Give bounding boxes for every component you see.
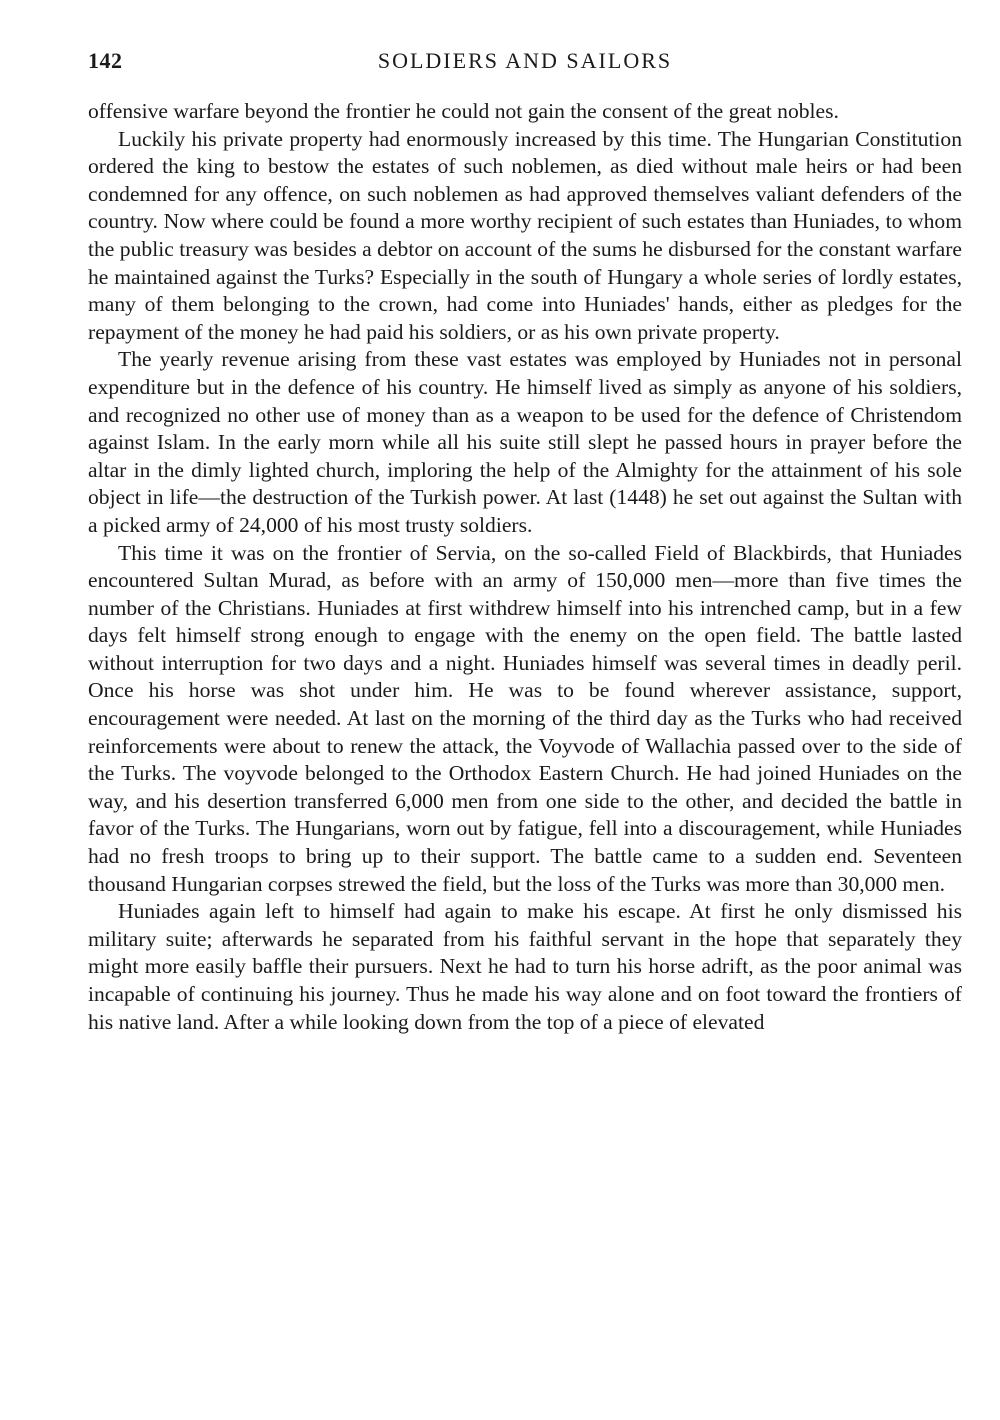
page-body: [88, 98, 962, 1036]
page-header: [88, 48, 962, 78]
paragraph-private-property: Luckily his private property had enormously increased by this time. The Hungarian Constitution ordered the king to bestow the estates of such noblemen, as died without male heirs or had been condemned for any offence, on such noblemen as had approved themselves valiant defenders of the country. Now where could be found a more worthy recipient of such estates than Huniades, to whom the public treasury was besides a debtor on account of the sums he disbursed for the constant warfare he maintained against the Turks? Especially in the south of Hungary a whole series of lordly estates, many of them belonging to the crown, had come into Huniades' hands, either as pledges for the repayment of the money he had paid his soldiers, or as his own private property.: [88, 126, 962, 344]
paragraph-escape: Huniades again left to himself had again to make his escape. At first he only dismissed his military suite; afterwards he separated from his faithful servant in the hope that separately they might more easily baffle their pursuers. Next he had to turn his horse adrift, as the poor animal was incapable of continuing his journey. Thus he made his way alone and on foot toward the frontiers of his native land. After a while looking down from the top of a piece of elevated: [88, 899, 962, 1034]
paragraph-continued: offensive warfare beyond the frontier he could not gain the consent of the great nobles.: [88, 99, 839, 123]
paragraph-field-of-blackbirds: This time it was on the frontier of Servia, on the so-called Field of Blackbirds, that Huniades encountered Sultan Murad, as before with an army of 150,000 men—more than five times the number of the Christians. Huniades at first withdrew himself into his intrenched camp, but in a few days felt himself strong enough to engage with the enemy on the open field. The battle lasted without interruption for two days and a night. Huniades himself was several times in deadly peril. Once his horse was shot under him. He was to be found wherever assistance, support, encouragement were needed. At last on the morning of the third day as the Turks who had received reinforcements were about to renew the attack, the Voyvode of Wallachia passed over to the side of the Turks. The voyvode belonged to the Orthodox Eastern Church. He had joined Huniades on the way, and his desertion transferred 6,000 men from one side to the other, and decided the battle in favor of the Turks. The Hungarians, worn out by fatigue, fell into a discouragement, while Huniades had no fresh troops to bring up to their support. The battle came to a sudden end. Seventeen thousand Hungarian corpses strewed the field, but the loss of the Turks was more than 30,000 men.: [88, 540, 962, 896]
paragraph-yearly-revenue: The yearly revenue arising from these vast estates was employed by Huniades not in personal expenditure but in the defence of his country. He himself lived as simply as anyone of his soldiers, and recognized no other use of money than as a weapon to be used for the defence of Christendom against Islam. In the early morn while all his suite still slept he passed hours in prayer before the altar in the dimly lighted church, imploring the help of the Almighty for the attainment of his sole object in life—the destruction of the Turkish power. At last (1448) he set out against the Sultan with a picked army of 24,000 of his most trusty soldiers.: [88, 347, 962, 537]
page-number: 142: [88, 48, 123, 73]
running-head: SOLDIERS AND SAILORS: [377, 48, 673, 73]
